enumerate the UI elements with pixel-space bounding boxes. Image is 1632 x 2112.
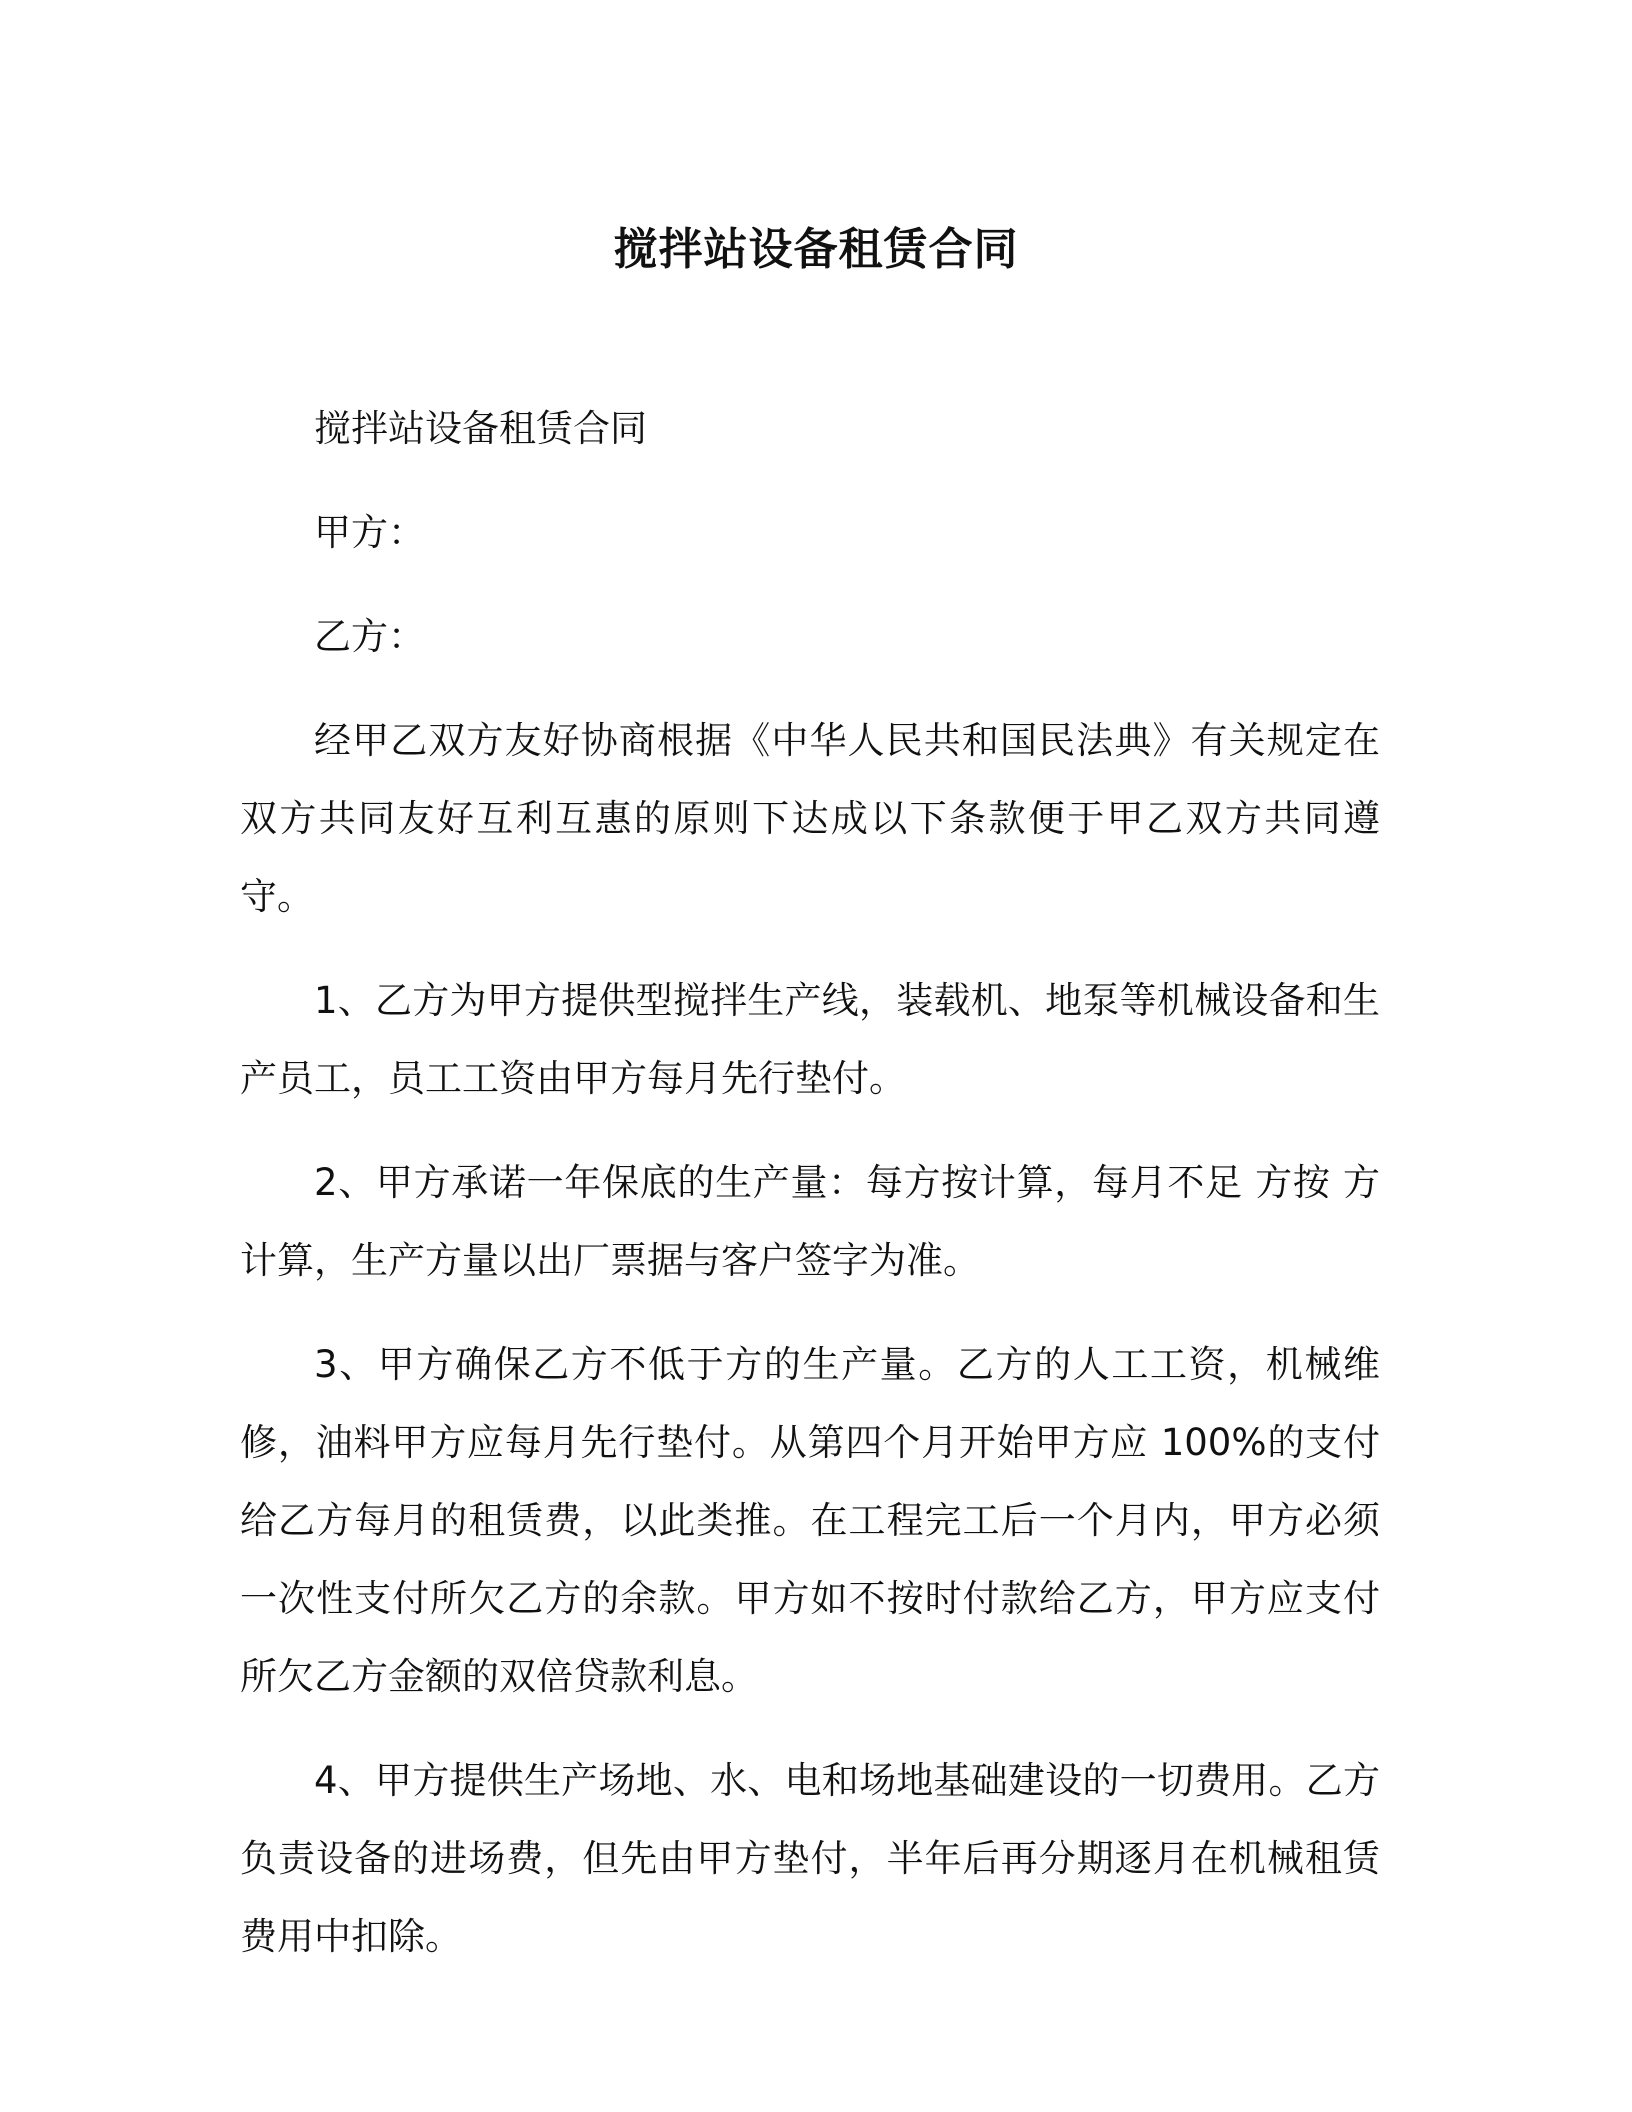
contract-name-line: 搅拌站设备租赁合同 <box>314 407 647 450</box>
document-title: 搅拌站设备租赁合同 <box>613 224 1019 275</box>
document-body <box>240 390 1380 2002</box>
party-a-label: 甲方： <box>314 511 425 554</box>
clause-4-paragraph: 4、甲方提供生产场地、水、电和场地基础建设的一切费用。乙方负责设备的进场费，但先由甲方垫付，半年后再分期逐月在机械租赁费用中扣除。 <box>240 1759 1380 1958</box>
preamble-paragraph: 经甲乙双方友好协商根据《中华人民共和国民法典》有关规定在双方共同友好互利互惠的原则下达成以下条款便于甲乙双方共同遵守。 <box>240 719 1380 918</box>
clause-3-paragraph: 3、甲方确保乙方不低于方的生产量。乙方的人工工资，机械维修，油料甲方应每月先行垫付。从第四个月开始甲方应 100%的支付给乙方每月的租赁费，以此类推。在工程完工后一个月内，甲方必须一次性支付所欠乙方的余款。甲方如不按时付款给乙方，甲方应支付所欠乙方金额的双倍贷款利息。 <box>240 1343 1380 1698</box>
clause-1-paragraph: 1、乙方为甲方提供型搅拌生产线，装载机、地泵等机械设备和生产员工，员工工资由甲方每月先行垫付。 <box>240 979 1380 1100</box>
clause-2-paragraph: 2、甲方承诺一年保底的生产量：每方按计算，每月不足 方按 方计算，生产方量以出厂票据与客户签字为准。 <box>240 1161 1380 1282</box>
party-b-label: 乙方： <box>314 615 425 658</box>
